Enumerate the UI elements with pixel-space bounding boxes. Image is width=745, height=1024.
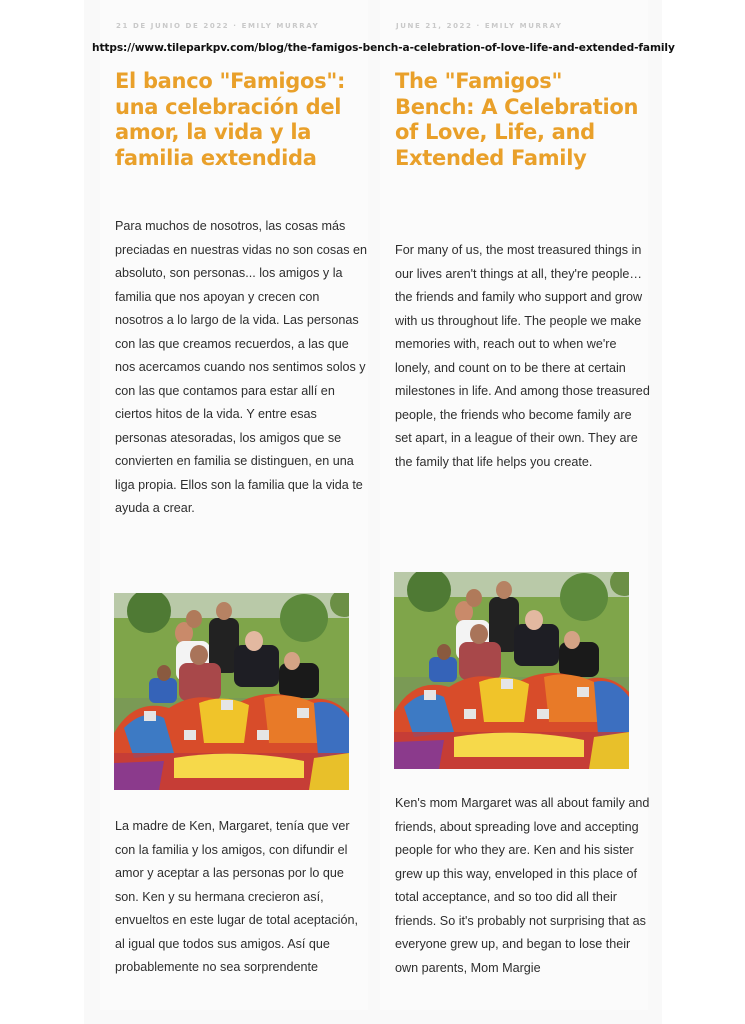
- english-famigos-bench-photo: [394, 572, 629, 769]
- spanish-intro-paragraph: Para muchos de nosotros, las cosas más preciadas en nuestras vidas no son cosas en absoluto, son personas... los amigos y la familia que nos apoyan y crecen con nosotros a lo largo de la vida. Las personas con las que creamos recuerdos, a las que nos acercamos cuando nos sentimos solos y con las que contamos para estar allí en ciertos hitos de la vida. Y entre esas personas atesoradas, los amigos que se convierten en familia se distinguen, en una liga propia. Ellos son la familia que la vida te ayuda a crear.: [115, 219, 368, 515]
- english-article-title: The "Famigos" Bench: A Celebration of Love, Life, and Extended Family: [395, 69, 639, 170]
- spanish-post-meta: 21 DE JUNIO DE 2022 · EMILY MURRAY: [116, 22, 320, 30]
- english-intro-paragraph: For many of us, the most treasured things in our lives aren't things at all, they're people… the friends and family who support and grow with us throughout life. The people we make memories with, reach out to when we're lonely, and count on to be there at certain milestones in life. And among those treasured people, the friends who become family are set apart, in a league of their own. They are the family that life helps you create.: [395, 243, 650, 469]
- spanish-article-title: El banco "Famigos": una celebración del amor, la vida y la familia extendida: [115, 69, 346, 170]
- bench-photo-illustration: [114, 593, 349, 790]
- english-margaret-paragraph: Ken's mom Margaret was all about family and friends, about spreading love and accepting people for who they are. Ken and his sister grew up this way, enveloped in this place of total acceptance, and so too did all their friends. So it's probably not surprising that as everyone grew up, and began to lose their own parents, Mom Margie: [395, 796, 650, 975]
- spanish-famigos-bench-photo: [114, 593, 349, 790]
- source-url[interactable]: https://www.tileparkpv.com/blog/the-famigos-bench-a-celebration-of-love-life-and-extended-family: [92, 42, 675, 54]
- english-post-meta: JUNE 21, 2022 · EMILY MURRAY: [396, 22, 563, 30]
- bench-photo-illustration: [394, 572, 629, 769]
- spanish-margaret-paragraph: La madre de Ken, Margaret, tenía que ver con la familia y los amigos, con difundir el amor y aceptar a las personas por lo que son. Ken y su hermana crecieron así, envueltos en este lugar de total aceptación, al igual que todos sus amigos. Así que probablemente no sea sorprendente: [115, 819, 358, 974]
